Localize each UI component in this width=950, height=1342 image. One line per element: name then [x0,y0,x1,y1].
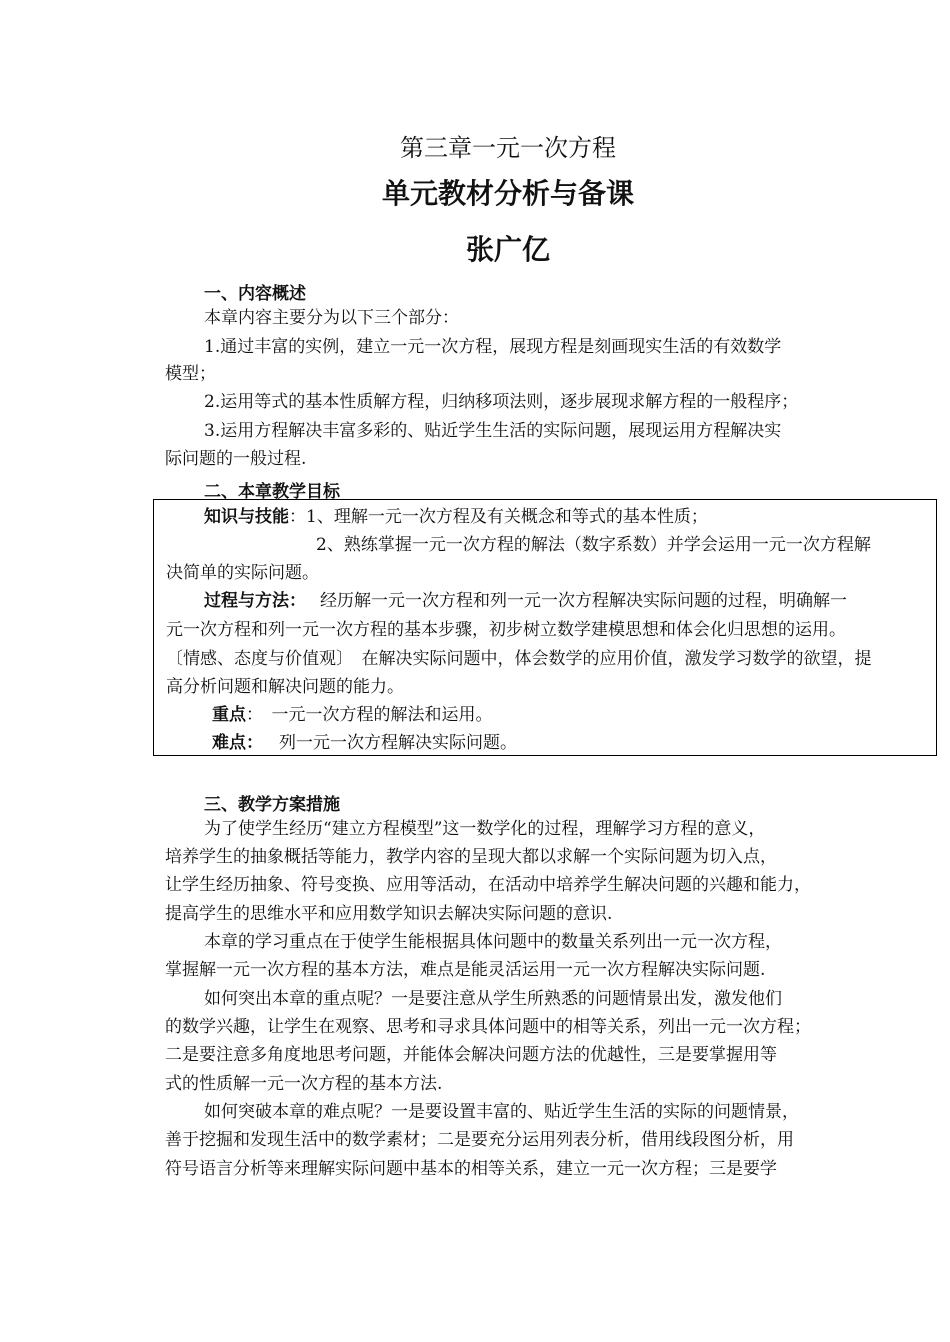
document-title: 单元教材分析与备课 [381,177,634,210]
paragraph-line: 1.通过丰富的实例，建立一元一次方程，展现方程是刻画现实生活的有效数学 [204,337,782,357]
paragraph-line: 善于挖掘和发现生活中的数学素材；二是要充分运用列表分析，借用线段图分析，用 [165,1130,794,1150]
paragraph-line: 掌握解一元一次方程的基本方法，难点是能灵活运用一元一次方程解决实际问题. [165,960,766,980]
knowledge-text: ：1、理解一元一次方程及有关概念和等式的基本性质； [289,507,708,527]
knowledge-line: 决简单的实际问题。 [166,563,319,583]
paragraph-line: 3.运用方程解决丰富多彩的、贴近学生生活的实际问题，展现运用方程解决实 [204,421,782,441]
paragraph-line: 如何突出本章的重点呢？一是要注意从学生所熟悉的问题情景出发，激发他们 [204,989,782,1009]
process-line: 元一次方程和列一元一次方程的基本步骤，初步树立数学建模思想和体会化归思想的运用。 [166,620,846,640]
process-text: 经历解一元一次方程和列一元一次方程解决实际问题的过程，明确解一 [320,591,847,611]
difficulty-line [212,733,517,753]
paragraph-line: 本章内容主要分为以下三个部分： [204,308,459,328]
knowledge-line [204,507,708,527]
paragraph-line: 为了使学生经历“建立方程模型”这一数学化的过程，理解学习方程的意义， [204,819,766,839]
difficulty-label: 难点： [212,733,263,753]
paragraph-line: 如何突破本章的难点呢？一是要设置丰富的、贴近学生生活的实际的问题情景， [204,1102,799,1122]
emotion-line: 高分析问题和解决问题的能力。 [166,677,404,697]
knowledge-label: 知识与技能 [204,507,289,527]
key-point-label: 重点 [212,705,246,725]
author-name: 张广亿 [465,233,550,266]
paragraph-line: 式的性质解一元一次方程的基本方法. [165,1074,443,1094]
paragraph-line: 模型； [165,364,216,384]
key-point-text: ： 一元一次方程的解法和运用。 [246,705,493,725]
emotion-line: 〔情感、态度与价值观〕 在解决实际问题中，体会数学的应用价值，激发学习数学的欲望，提 [166,649,872,669]
process-label: 过程与方法： [204,591,306,611]
section-heading-measures: 三、教学方案措施 [204,795,340,815]
paragraph-line: 本章的学习重点在于使学生能根据具体问题中的数量关系列出一元一次方程， [204,932,782,952]
process-line [204,591,847,611]
paragraph-line: 培养学生的抽象概括等能力，教学内容的呈现大都以求解一个实际问题为切入点， [165,847,777,867]
paragraph-line: 的数学兴趣，让学生在观察、思考和寻求具体问题中的相等关系，列出一元一次方程； [165,1017,811,1037]
paragraph-line: 2.运用等式的基本性质解方程，归纳移项法则，逐步展现求解方程的一般程序； [204,392,799,412]
difficulty-text: 列一元一次方程解决实际问题。 [279,733,517,753]
paragraph-line: 二是要注意多角度地思考问题，并能体会解决问题方法的优越性，三是要掌握用等 [165,1045,777,1065]
paragraph-line: 际问题的一般过程. [165,449,307,469]
section-heading-objectives: 二、本章教学目标 [204,482,340,502]
key-point-line [212,705,493,725]
knowledge-line: 2、熟练掌握一元一次方程的解法（数字系数）并学会运用一元一次方程解 [316,535,871,555]
paragraph-line: 提高学生的思维水平和应用数学知识去解决实际问题的意识. [165,904,613,924]
paragraph-line: 让学生经历抽象、符号变换、应用等活动，在活动中培养学生解决问题的兴趣和能力， [165,875,811,895]
chapter-title: 第三章一元一次方程 [400,134,616,162]
section-heading-overview: 一、内容概述 [204,284,306,304]
paragraph-line: 符号语言分析等来理解实际问题中基本的相等关系，建立一元一次方程；三是要学 [165,1159,777,1179]
